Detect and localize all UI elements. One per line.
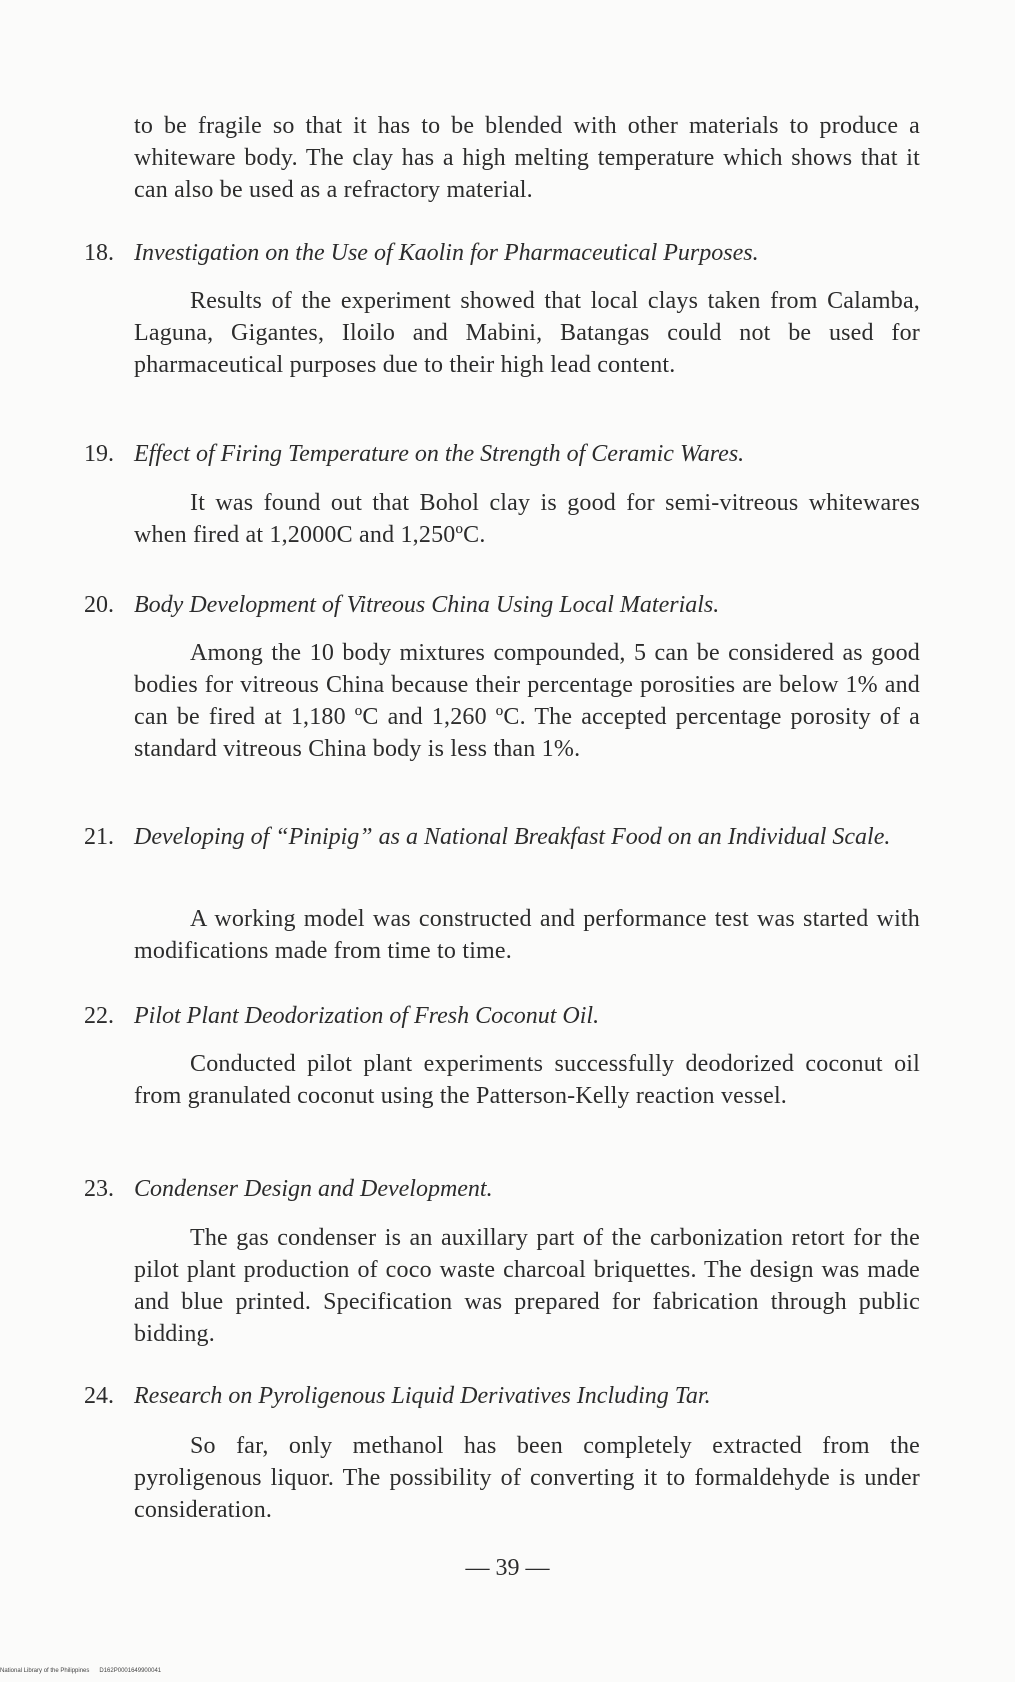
item-number: 22.	[84, 1003, 114, 1029]
item-number: 20.	[84, 592, 114, 618]
item-heading-18	[84, 237, 924, 269]
item-number: 21.	[84, 824, 114, 850]
item-body-22: Conducted pilot plant experiments successfully deodorized coconut oil from granulated coconut using the Patterson-Kelly reaction vessel.	[134, 1051, 920, 1109]
item-body-21: A working model was constructed and performance test was started with modifications made from time to time.	[134, 906, 920, 964]
item-title: Pilot Plant Deodorization of Fresh Coconut Oil.	[134, 1003, 600, 1029]
item-heading-24	[84, 1380, 924, 1412]
footer-code: D162P0001649900041	[99, 1668, 162, 1674]
footer-library: National Library of the Philippines	[0, 1668, 90, 1674]
item-number: 18.	[84, 240, 114, 266]
item-title: Investigation on the Use of Kaolin for Pharmaceutical Purposes.	[134, 240, 759, 266]
item-body-18: Results of the experiment showed that local clays taken from Calamba, Laguna, Gigantes, Iloilo and Mabini, Batangas could not be used for pharmaceutical purposes due to their high lead content.	[134, 288, 920, 378]
item-heading-19	[84, 438, 924, 470]
item-body-20: Among the 10 body mixtures compounded, 5 can be considered as good bodies for vitreous China because their percentage porosities are below 1% and can be fired at 1,180 ºC and 1,260 ºC. The accepted percentage porosity of a standard vitreous China body is less than 1%.	[134, 640, 920, 762]
item-title: Research on Pyroligenous Liquid Derivatives Including Tar.	[134, 1383, 711, 1409]
item-title: Effect of Firing Temperature on the Strength of Ceramic Wares.	[134, 441, 745, 467]
item-heading-20	[84, 589, 924, 621]
item-heading-22	[84, 1000, 924, 1032]
page-number: — 39 —	[465, 1555, 550, 1581]
item-heading-21	[84, 821, 920, 853]
item-number: 19.	[84, 441, 114, 467]
footer-strip	[0, 1668, 171, 1674]
item-title: Body Development of Vitreous China Using Local Materials.	[134, 592, 720, 618]
item-number: 24.	[84, 1383, 114, 1409]
item-body-23: The gas condenser is an auxillary part of the carbonization retort for the pilot plant production of coco waste charcoal briquettes. The design was made and blue printed. Specification was prepared for fabrication through public bidding.	[134, 1225, 920, 1347]
item-body-24: So far, only methanol has been completely extracted from the pyroligenous liquor. The possibility of converting it to formaldehyde is under consideration.	[134, 1433, 920, 1523]
item-title: Condenser Design and Development.	[134, 1176, 493, 1202]
item-heading-23	[84, 1173, 924, 1205]
item-number: 23.	[84, 1176, 114, 1202]
item-body-19: It was found out that Bohol clay is good for semi-vitreous whitewares when fired at 1,2000C and 1,250ºC.	[134, 490, 920, 548]
intro-paragraph: to be fragile so that it has to be blended with other materials to produce a whiteware body. The clay has a high melting temperature which shows that it can also be used as a refractory material.	[134, 113, 920, 203]
item-title: Developing of “Pinipig” as a National Breakfast Food on an Individual Scale.	[134, 824, 891, 850]
